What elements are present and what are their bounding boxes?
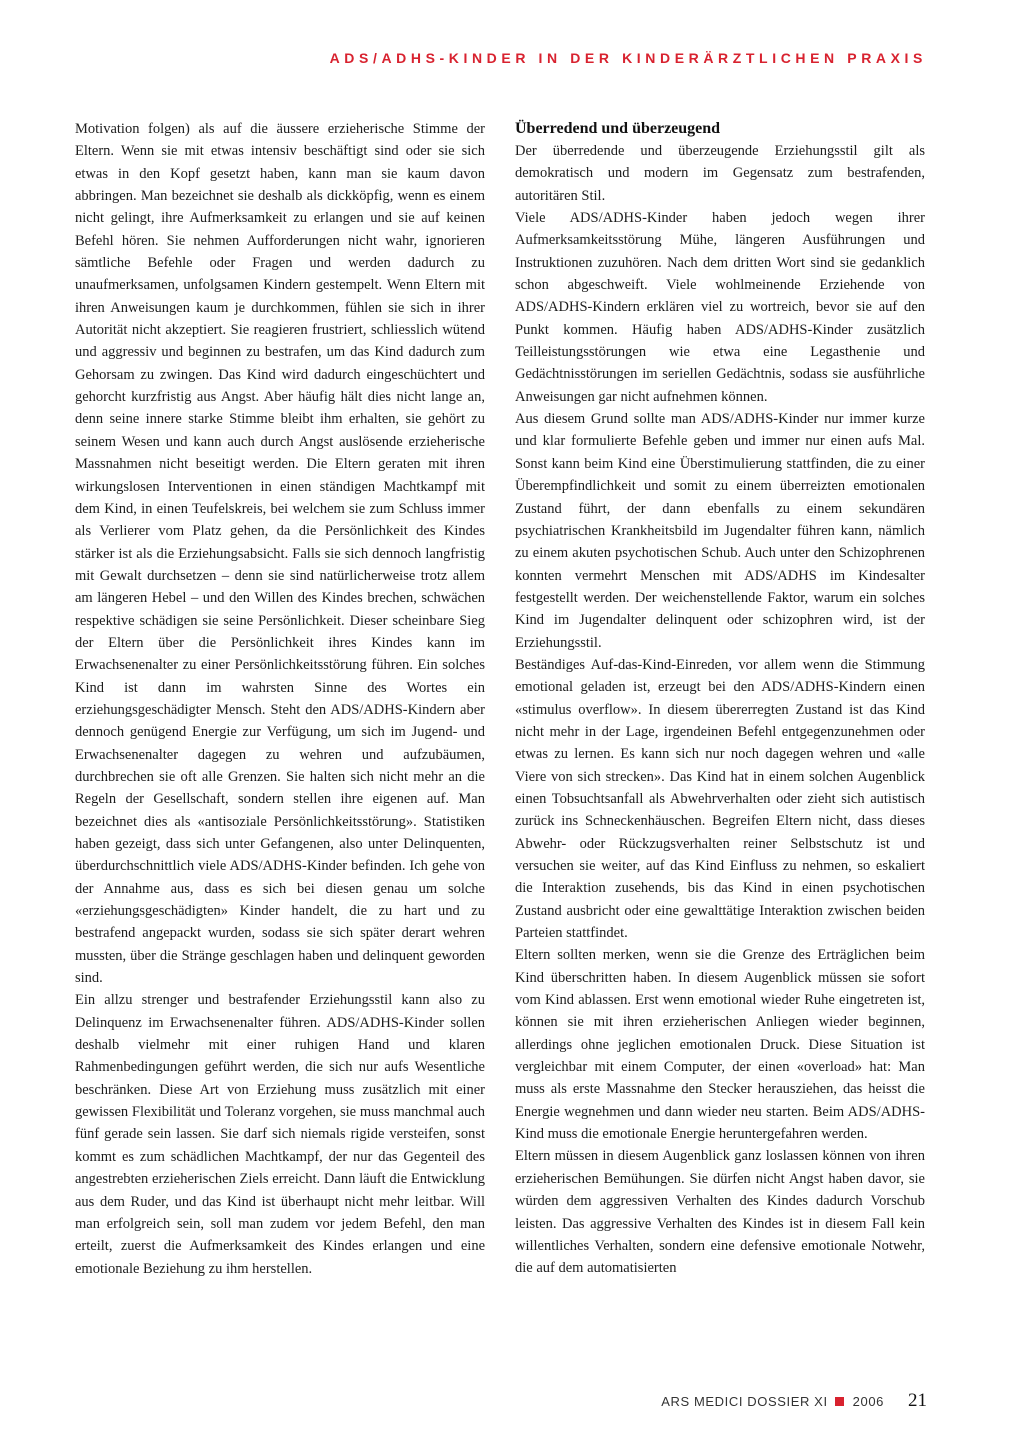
body-paragraph: Ein allzu strenger und bestrafender Erziehungsstil kann also zu Delinquenz im Erwachsenenalter führen. ADS/ADHS-Kinder sollen deshalb vielmehr mit einer ruhigen Hand und klaren Rahmenbedingungen geführt werden, die sich nur aufs Wesentliche beschränken. Diese Art von Erziehung muss zusätzlich mit einer gewissen Flexibilität und Toleranz vorgehen, sie muss manchmal auch fünf gerade sein lassen. Sie darf sich niemals rigide versteifen, sonst kommt es zum schädlichen Machtkampf, der nur das Gegenteil des angestrebten erzieherischen Ziels erreicht. Dann läuft die Entwicklung aus dem Ruder, und das Kind ist überhaupt nicht mehr leitbar. Will man erfolgreich sein, soll man zudem vor jedem Befehl, den man erteilt, zuerst die Aufmerksamkeit des Kindes erlangen und eine emotionale Beziehung zu ihm herstellen.: [75, 992, 485, 1277]
red-square-icon: [835, 1397, 844, 1406]
left-column: [75, 118, 485, 1280]
right-column: [515, 118, 925, 1280]
section-subheading: Überredend und überzeugend: [515, 120, 721, 137]
running-header: ADS/ADHS-KINDER IN DER KINDERÄRZTLICHEN PRAXIS: [329, 50, 927, 66]
body-paragraph: Beständiges Auf-das-Kind-Einreden, vor allem wenn die Stimmung emotional geladen ist, erzeugt bei den ADS/ADHS-Kindern einen «stimulus overflow». In diesem übererregten Zustand ist das Kind nicht mehr in der Lage, irgendeinen Befehl entgegenzunehmen oder etwas zu lernen. Es kann sich nur noch dagegen wehren und «alle Viere von sich strecken». Das Kind hat in einem solchen Augenblick einen Tobsuchtsanfall als Abwehrverhalten oder zieht sich autistisch zurück ins Schneckenhäuschen. Begreifen Eltern nicht, dass dieses Abwehr- oder Rückzugsverhalten reiner Selbstschutz ist und versuchen sie weiter, auf das Kind Einfluss zu nehmen, so eskaliert die Interaktion zusehends, bis das Kind in einen psychotischen Zustand ausbricht oder eine gewalttätige Interaktion zwischen beiden Parteien stattfindet.: [515, 656, 925, 942]
publication-year: 2006: [852, 1393, 884, 1409]
body-paragraph: Motivation folgen) als auf die äussere erzieherische Stimme der Eltern. Wenn sie mit etwas intensiv beschäftigt sind oder sie sich etwas in den Kopf gesetzt haben, kann man sie kaum davon abbringen. Man bezeichnet sie deshalb als dickköpfig, wenn es einem nicht gelingt, ihre Aufmerksamkeit zu erlangen und sie auf keinen Befehl hören. Sie nehmen Aufforderungen nicht wahr, ignorieren sämtliche Befehle oder Fragen und werden dadurch zu unaufmerksamen, unfolgsamen Kindern gestempelt. Wenn Eltern mit ihren Anweisungen kaum je durchkommen, fühlen sie sich in ihrer Autorität nicht akzeptiert. Sie reagieren frustriert, schliesslich wütend und aggressiv und beginnen zu bestrafen, um das Kind dadurch zum Gehorsam zu zwingen. Das Kind wird dadurch eingeschüchtert und gehorcht kurzfristig aus Angst. Aber häufig hält dies nicht lange an, denn seine innere starke Stimme bleibt ihm erhalten, sie gehört zu seinem Wesen und kann auch durch Angst auslösende erzieherische Massnahmen nicht beseitigt werden. Die Eltern geraten mit ihren wirkungslosen Interventionen in einen ständigen Machtkampf mit dem Kind, in einen Teufelskreis, bei welchem sie zum Schluss immer als Verlierer vom Platz gehen, da die Persönlichkeit des Kindes stärker ist als die Erziehungsabsicht. Falls sie sich dennoch langfristig mit Gewalt durchsetzen – denn sie sind natürlicherweise trotz allem am längeren Hebel – und den Willen des Kindes brechen, schwächen respektive schädigen sie seine Persönlichkeit. Dieser scheinbare Sieg der Eltern über die Persönlichkeit ihres Kindes kann im Erwachsenenalter zu einer Persönlichkeitsstörung führen. Ein solches Kind ist dann im wahrsten Sinne des Wortes ein erziehungsgeschädigter Mensch. Steht den ADS/ADHS-Kindern aber dennoch genügend Energie zur Verfügung, um sich im Jugend- und Erwachsenenalter dagegen zu wehren und aufzubäumen, durchbrechen sie oft alle Grenzen. Sie halten sich nicht mehr an die Regeln der Gesellschaft, sondern stellen ihre eigenen auf. Man bezeichnet dies als «antisoziale Persönlichkeitsstörung». Statistiken haben gezeigt, dass sich unter Gefangenen, also unter Delinquenten, überdurchschnittlich viele ADS/ADHS-Kinder befinden. Ich gehe von der Annahme aus, dass es sich bei diesen genau um solche «erziehungsgeschädigten» Kinder handelt, die zu hart und zu bestrafend angepackt wurden, sodass sie sich später derart wehren mussten, über die Stränge geschlagen haben und delinquent geworden sind.: [75, 121, 485, 987]
page-footer: [661, 1390, 927, 1412]
body-paragraph: Eltern sollten merken, wenn sie die Grenze des Erträglichen beim Kind überschritten haben. In diesem Augenblick müssen sie sofort vom Kind ablassen. Erst wenn emotional wieder Ruhe eingetreten ist, können sie mit ihren erzieherischen Anliegen wieder beginnen, allerdings ohne jeglichen emotionalen Druck. Diese Situation ist vergleichbar mit einem Computer, der einen «overload» hat: Man muss als erste Massnahme den Stecker herausziehen, das heisst die Energie wegnehmen und dann wieder neu starten. Beim ADS/ADHS-Kind muss die emotionale Energie heruntergefahren werden.: [515, 947, 925, 1143]
page-number: 21: [908, 1390, 927, 1411]
body-paragraph: Aus diesem Grund sollte man ADS/ADHS-Kinder nur immer kurze und klar formulierte Befehle geben und immer nur einen aufs Mal. Sonst kann beim Kind eine Überstimulierung stattfinden, die zu einer Überempfindlichkeit und somit zu einem überreizten emotionalen Zustand führt, der dann ebenfalls zu einem sekundären psychiatrischen Krankheitsbild im Jugendalter führen kann, nämlich zu einem akuten psychotischen Schub. Auch unter den Schizophrenen konnten vermehrt Menschen mit ADS/ADHS im Kindesalter festgestellt werden. Der weichenstellende Faktor, warum ein solches Kind im Jugendalter delinquent oder schizophren wird, ist der Erziehungsstil.: [515, 411, 925, 651]
body-paragraph: Eltern müssen in diesem Augenblick ganz loslassen können von ihren erzieherischen Bemühungen. Sie dürfen nicht Angst haben davor, sie würden dem aggressiven Verhalten des Kindes dadurch Vorschub leisten. Das aggressive Verhalten des Kindes ist in diesem Fall kein willentliches Verhalten, sondern eine defensive emotionale Notwehr, die auf dem automatisierten: [515, 1148, 925, 1277]
body-paragraph: Viele ADS/ADHS-Kinder haben jedoch wegen ihrer Aufmerksamkeitsstörung Mühe, längeren Ausführungen und Instruktionen zuzuhören. Nach dem dritten Wort sind sie gedanklich schon abgeschweift. Viele wohlmeinende Erziehende von ADS/ADHS-Kindern erklären viel zu wortreich, bevor sie auf den Punkt kommen. Häufig haben ADS/ADHS-Kinder zusätzlich Teilleistungsstörungen wie etwa eine Legasthenie und Gedächtnisstörungen im seriellen Gedächtnis, sodass sie ausführliche Anweisungen gar nicht aufnehmen können.: [515, 210, 925, 405]
body-paragraph: Der überredende und überzeugende Erziehungsstil gilt als demokratisch und modern im Gegensatz zum bestrafenden, autoritären Stil.: [515, 143, 925, 204]
publication-name: ARS MEDICI DOSSIER XI: [661, 1393, 828, 1409]
